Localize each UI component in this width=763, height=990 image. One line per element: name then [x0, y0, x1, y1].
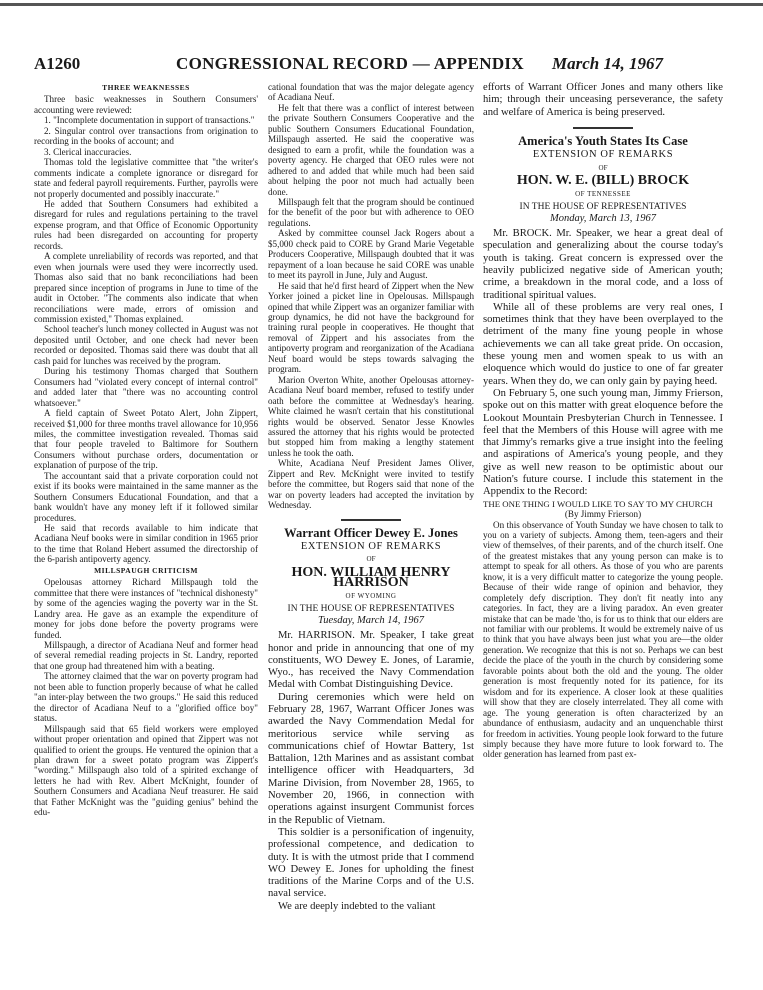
- article-title: America's Youth States Its Case: [518, 133, 688, 148]
- paragraph: A field captain of Sweet Potato Alert, John Zippert, received $1,000 for three months travel allowance for 10,956 miles, the committee investigation revealed. Thomas said that four people traveled to Baltimore for Southern Consumers without purchase orders, documentation or explanation of purpose of the trip.: [34, 408, 258, 471]
- section-heading: THREE WEAKNESSES: [102, 83, 190, 92]
- byline: (By Jimmy Frierson): [564, 509, 642, 520]
- paragraph: The accountant said that a private corporation could not exist if its books were maintained in the same manner as the Southern Consumers Educational Foundation, and that a bank wouldn't have any money left if it followed similar procedures.: [34, 470, 258, 523]
- paragraph: efforts of Warrant Officer Jones and many others like him; through their unceasing perseverance, the safety and welfare of America is being preserved.: [483, 82, 723, 118]
- column-2: [268, 82, 474, 913]
- page-title: CONGRESSIONAL RECORD — APPENDIX: [176, 54, 524, 73]
- paragraph: 3. Clerical inaccuracies.: [44, 146, 132, 157]
- speech-title: THE ONE THING I WOULD LIKE TO SAY TO MY CHURCH: [483, 498, 713, 509]
- member-state: OF WYOMING: [345, 591, 397, 600]
- paragraph: On February 5, one such young man, Jimmy Frierson, spoke out on this matter with great eloquence before the Lookout Mountain Presbyterian Church in Tennessee. I feel that the Members of this House will agree with me that Jimmy's remarks give a true insight into the feeling and aspirations of America's young people, and they give as well new reason to be optimistic about our Nation's future course. I include this statement in the Appendix to the Record:: [483, 387, 723, 498]
- paragraph: Opelousas attorney Richard Millspaugh told the committee that there were instances of "technical dishonesty" by some of the agencies waging the poverty war in the St. Landry area. He gave as an example the expenditure of money for jobs done before the poverty programs were funded.: [34, 577, 258, 640]
- of-label: OF: [366, 555, 376, 564]
- column-3: [483, 82, 723, 760]
- paragraph: Marion Overton White, another Opelousas attorney-Acadiana Neuf board member, refused to testify under oath before the committee at Wednesday's hearing. White claimed he wasn't certain that his constitutional rights would be observed. Senator Jesse Knowles assured the attorney that his rights would be protected but stopped him from making a lengthy statement unless he took the oath.: [268, 374, 474, 458]
- member-name: HON. W. E. (BILL) BROCK: [516, 173, 690, 189]
- paragraph: He felt that there was a conflict of interest between the private Southern Consumers Cooperative and the public Southern Consumers Educational Foundation, Millspaugh asserted. He said the cooperative was designed to earn a profit, while the foundation was a poverty agency. He charged that OEO rules were not adhered to and added that while much had been said about helping the poor not much had actually been done.: [268, 102, 474, 197]
- page-date: March 14, 1967: [552, 54, 663, 73]
- paragraph: cational foundation that was the major delegate agency of Acadiana Neuf.: [268, 82, 474, 103]
- paragraph: Mr. HARRISON. Mr. Speaker, I take great honor and pride in announcing that one of my constituents, WO Dewey E. Jones, of Laramie, Wyo., has received the Navy Commendation Medal with Combat Distinguishing Device.: [268, 630, 474, 691]
- paragraph: While all of these problems are very real ones, I sometimes think that they have been overplayed to the detriment of the many fine young people in whose achievements we can all take great pride. On occasion, these young men and women speak to us with an eloquence which would do justice to one of far greater years. When they do, we can only gain by paying heed.: [483, 301, 723, 387]
- paragraph: On this observance of Youth Sunday we have chosen to talk to you on a variety of subjects. Among them, teen-agers and their view of themselves, of their parents, and of the church itself. One of the greatest mistakes that any young person can make is to attempt to speak for all others. As those of you who are parents know, it is a very difficult matter to categorize the young people. Because of their wide range of opinion and behavior, they completely defy discription. They don't fit neatly into any categories. In fact, they are a living paradox. An even greater mistake that can be made 'tho, is for us to think that our elders are not familiar with our problems. It would be extremely naive of us to think that you have always been just what you are—the older generation. We recognize that this is not so. Perhaps we can best decide the place of the youth in the church by considering some favorable points about both the old and the young. The older generation is most frequently noted for its patience, for its wisdom and for its experience. A closer look at these qualities will show that they are closely interrelated. They all come with age. The young generation is often characterized by an abundance of enthusiasm, audacity and an unquenchable thirst for freedom in activities. Young people look forward to the future simply because they have more future to look forward to. The older generation has learned from past ex-: [483, 519, 723, 760]
- remarks-date: Monday, March 13, 1967: [549, 212, 657, 224]
- of-label: OF: [598, 163, 608, 172]
- section-divider: [573, 127, 633, 129]
- page-number: A1260: [34, 54, 81, 73]
- paragraph: Thomas told the legislative committee that "the writer's comments indicate a complete ignorance or disregard for state and federal payroll requirements. Further, payrolls were not properly documented and possibly inaccurate.": [34, 157, 258, 199]
- paragraph: He added that Southern Consumers had exhibited a disregard for rules and regulations pertaining to the travel expense program, and that Office of Economic Opportunity rules had been disregarded on accounting for property records.: [34, 198, 258, 251]
- paragraph: A complete unreliability of records was reported, and that even when journals were used they were incorrectly used. Thomas also said that no bank reconciliations had been prepared since inception of programs in June to time of the audit in October. "The comments also indicate that when reconciliations were made, errors of omission and commission existed," Thomas explained.: [34, 251, 258, 324]
- paragraph: White, Acadiana Neuf President James Oliver, Zippert and Rev. McKnight were invited to testify before the committee, but Rogers said that none of the war on poverty leaders had accepted the invitation by Wednesday.: [268, 458, 474, 511]
- paragraph: Three basic weaknesses in Southern Consumers' accounting were reviewed:: [34, 94, 258, 115]
- chamber-line: IN THE HOUSE OF REPRESENTATIVES: [519, 202, 687, 213]
- paragraph: Millspaugh said that 65 field workers were employed without proper orientation and opined that Zippert was not qualified to orient the groups. He ventured the opinion that a plan drawn for a sweet potato program was Zippert's "wording." Millspaugh also told of a spirited exchange of letters he had with Rev. Albert McKnight, founder of Southern Consumers and Acadiana Neuf treasurer. He said that Father McKnight was the "guiding genius" behind the edu-: [34, 723, 258, 818]
- column-1: [34, 82, 258, 818]
- section-heading: MILLSPAUGH CRITICISM: [94, 565, 198, 575]
- extension-heading: EXTENSION OF REMARKS: [300, 541, 442, 553]
- paragraph: The attorney claimed that the war on poverty program had not been able to function properly because of what he called "an inter-play between the two groups." He said this reduced the director of Acadiana Neuf to a "glorified office boy" status.: [34, 671, 258, 724]
- paragraph: 2. Singular control over transactions from origination to recording in the books of account; and: [34, 125, 258, 147]
- paragraph: He said that he'd first heard of Zippert when the New Yorker joined a picket line in Opelousas. Millspaugh opined that while Zippert was an organizer familiar with group dynamics, he did not have the background for training rural people in cooperatives. He thought that removal of Zippert and his associates from the antipoverty program and reorganization of the Acadiana Neuf board would be steps towards salvaging the program.: [268, 280, 474, 375]
- paragraph: School teacher's lunch money collected in August was not deposited until October, and one check had never been recorded or deposited. Thomas said there was doubt that all cash paid for lunches was received by the program.: [34, 324, 258, 366]
- paragraph: During ceremonies which were held on February 28, 1967, Warrant Officer Jones was awarded the Navy Commendation Medal for meritorious service while serving as communications chief of Howtar Battery, 1st Battalion, 12th Marines and as assistant combat intelligence officer with Headquarters, 3d Marine Division, from November 28, 1965, to November 20, 1966, in connection with operations against insurgent Communist forces in the Republic of Vietnam.: [268, 691, 474, 826]
- top-rule: [0, 3, 763, 6]
- paragraph: During his testimony Thomas charged that Southern Consumers had "violated every concept of internal control" and added later that "there was no accounting control whatsoever.": [34, 366, 258, 408]
- paragraph: We are deeply indebted to the valiant: [278, 900, 436, 912]
- article-title: Warrant Officer Dewey E. Jones: [284, 525, 458, 540]
- paragraph: This soldier is a personification of ingenuity, professional competence, and dedication to duty. It is with the utmost pride that I commend WO Dewey E. Jones for upholding the finest traditions of the Marine Corps and of the U.S. naval service.: [268, 826, 474, 900]
- chamber-line: IN THE HOUSE OF REPRESENTATIVES: [287, 604, 455, 615]
- extension-heading: EXTENSION OF REMARKS: [532, 149, 674, 161]
- paragraph: Millspaugh, a director of Acadiana Neuf and former head of several remedial reading projects in St. Landry, reported that one group had threatened him with a beating.: [34, 640, 258, 671]
- member-state: OF TENNESSEE: [575, 189, 631, 198]
- paragraph: He said that records available to him indicate that Acadiana Neuf books were in similar condition in 1965 prior to the time that Roland Hebert assumed the directorship of the 6-parish antipoverty agency.: [34, 523, 258, 565]
- member-name: HON. WILLIAM HENRY HARRISON: [291, 564, 451, 591]
- remarks-date: Tuesday, March 14, 1967: [317, 614, 425, 626]
- paragraph: Millspaugh felt that the program should be continued for the benefit of the poor but with adherence to OEO regulations.: [268, 196, 474, 228]
- paragraph: 1. "Incomplete documentation in support of transactions.": [44, 115, 255, 126]
- paragraph: Asked by committee counsel Jack Rogers about a $5,000 check paid to CORE by Grand Marie Vegetable Producers Cooperative, Millspaugh doubted that it was repayment of a loan because he said CORE was unable to meet its payroll in June, July and August.: [268, 228, 474, 281]
- paragraph: Mr. BROCK. Mr. Speaker, we hear a great deal of speculation and generalizing about the course today's youth is taking. Great concern is expressed over the heavily publicized negative side of American youth; crime, a breakdown in the moral code, and a loss of traditional spiritual values.: [483, 228, 723, 301]
- section-divider: [341, 519, 401, 521]
